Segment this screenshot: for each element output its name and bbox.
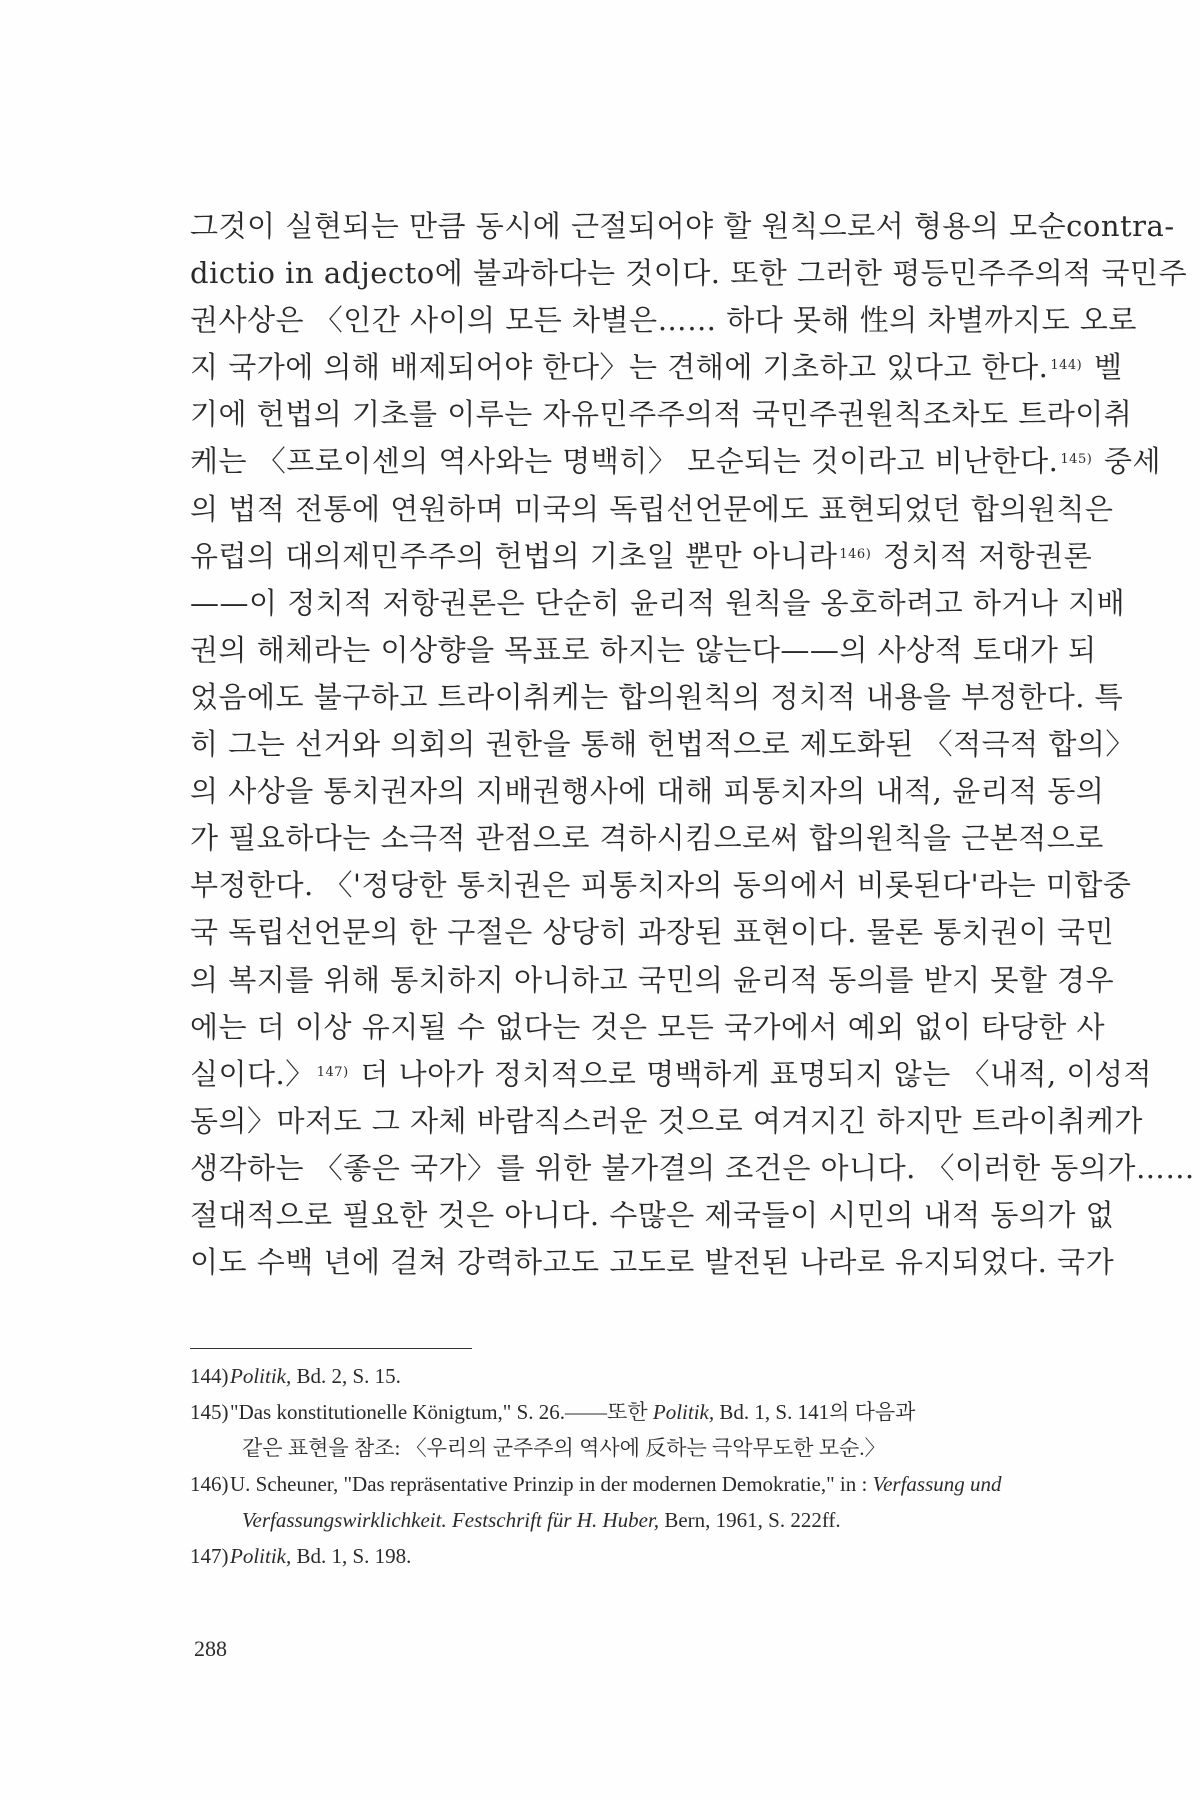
footnote-number: 146) [190,1472,229,1496]
text-line: 히 그는 선거와 의회의 권한을 통해 헌법적으로 제도화된 〈적극적 합의〉 [190,727,1135,762]
text-line: 이도 수백 년에 걸쳐 강력하고도 고도로 발전된 나라로 유지되었다. 국가 [190,1245,1115,1280]
text-line: 절대적으로 필요한 것은 아니다. 수많은 제국들이 시민의 내적 동의가 없 [190,1197,1115,1232]
footnote-146 [190,1466,1060,1502]
body-text [190,203,1195,1286]
text-line: 의 법적 전통에 연원하며 미국의 독립선언문에도 표현되었던 합의원칙은 [190,491,1114,526]
text-line: 그것이 실현되는 만큼 동시에 근절되어야 할 원칙으로서 형용의 모순contra- [190,209,1175,243]
text-line: 의 사상을 통치권자의 지배권행사에 대해 피통치자의 내적, 윤리적 동의 [190,774,1105,809]
footnote-title: Politik, [652,1400,715,1424]
footnote-ref[interactable]: 145) [1060,452,1093,468]
footnotes [190,1358,1060,1574]
text-line: 부정한다. 〈'정당한 통치권은 피통치자의 동의에서 비롯된다'라는 미합중 [190,868,1132,903]
footnote-ref[interactable]: 147) [316,1064,349,1080]
text-line: 국 독립선언문의 한 구절은 상당히 과장된 표현이다. 물론 통치권이 국민 [190,915,1115,950]
footnote-145 [190,1394,1060,1430]
footnote-text: Bd. 2, S. 15. [291,1364,401,1388]
text-line: 케는 〈프로이센의 역사와는 명백히〉 모순되는 것이라고 비난한다. $^{145)}$ 중세 [190,444,1162,479]
footnote-ref[interactable]: 146) [839,546,872,562]
footnote-number: 144) [190,1364,229,1388]
footnote-text: Bern, 1961, S. 222ff. [659,1508,841,1532]
text-line: 동의〉마저도 그 자체 바람직스러운 것으로 여겨지긴 하지만 트라이취케가 [190,1103,1143,1138]
footnote-divider [190,1348,472,1349]
text-line: 권의 해체라는 이상향을 목표로 하지는 않는다——의 사상적 토대가 되 [190,632,1097,667]
footnote-145-continuation: 같은 표현을 참조: 〈우리의 군주주의 역사에 反하는 극악무도한 모순.〉 [242,1436,886,1460]
text-line: 유럽의 대의제민주주의 헌법의 기초일 뿐만 아니라 $^{146)}$ 정치적 저항권론 [190,538,1093,573]
footnote-146-continuation [190,1502,1060,1538]
footnote-144 [190,1358,1060,1394]
text-line: 지 국가에 의해 배제되어야 한다〉는 견해에 기초하고 있다고 한다. $^{144)}$ 벨 [190,350,1123,385]
text-line: 가 필요하다는 소극적 관점으로 격하시킴으로써 합의원칙을 근본적으로 [190,821,1104,856]
footnote-text: "Das konstitutionelle Königtum," S. 26.——또한 [230,1400,653,1424]
footnote-title: Politik, [230,1364,292,1388]
page-number: 288 [194,1636,227,1661]
footnote-title: Verfassung und [872,1472,1002,1496]
footnote-ref[interactable]: 144) [1050,358,1083,374]
footnote-number: 145) [190,1400,229,1424]
text-line: 권사상은 〈인간 사이의 모든 차별은…… 하다 못해 性의 차별까지도 오로 [190,303,1137,338]
text-line: 에는 더 이상 유지될 수 없다는 것은 모든 국가에서 예외 없이 타당한 사 [190,1009,1106,1044]
footnote-title: Politik, [230,1544,292,1568]
text-line: 었음에도 불구하고 트라이취케는 합의원칙의 정치적 내용을 부정한다. 특 [190,679,1124,714]
text-line: 기에 헌법의 기초를 이루는 자유민주주의적 국민주권원칙조차도 트라이취 [190,397,1133,432]
footnote-147 [190,1538,1060,1574]
text-line: 의 복지를 위해 통치하지 아니하고 국민의 윤리적 동의를 받지 못할 경우 [190,962,1115,997]
text-line: ——이 정치적 저항권론은 단순히 윤리적 원칙을 옹호하려고 하거나 지배 [190,585,1126,620]
footnote-text: Bd. 1, S. 141의 다음과 [714,1400,916,1424]
footnote-text: Bd. 1, S. 198. [291,1544,412,1568]
footnote-title: Verfassungswirklichkeit. Festschrift für H. Huber, [242,1508,660,1532]
text-line: 생각하는 〈좋은 국가〉를 위한 불가결의 조건은 아니다. 〈이러한 동의가…… [190,1150,1195,1185]
text-line: 실이다.〉 $^{147)}$ 더 나아가 정치적으로 명백하게 표명되지 않는 〈내적, 이성적 [190,1056,1152,1091]
footnote-number: 147) [190,1544,229,1568]
footnote-text: U. Scheuner, "Das repräsentative Prinzip in der modernen Demokratie," in : [230,1472,873,1496]
text-line: dictio in adjecto에 불과하다는 것이다. 또한 그러한 평등민주주의적 국민주 [190,256,1188,291]
